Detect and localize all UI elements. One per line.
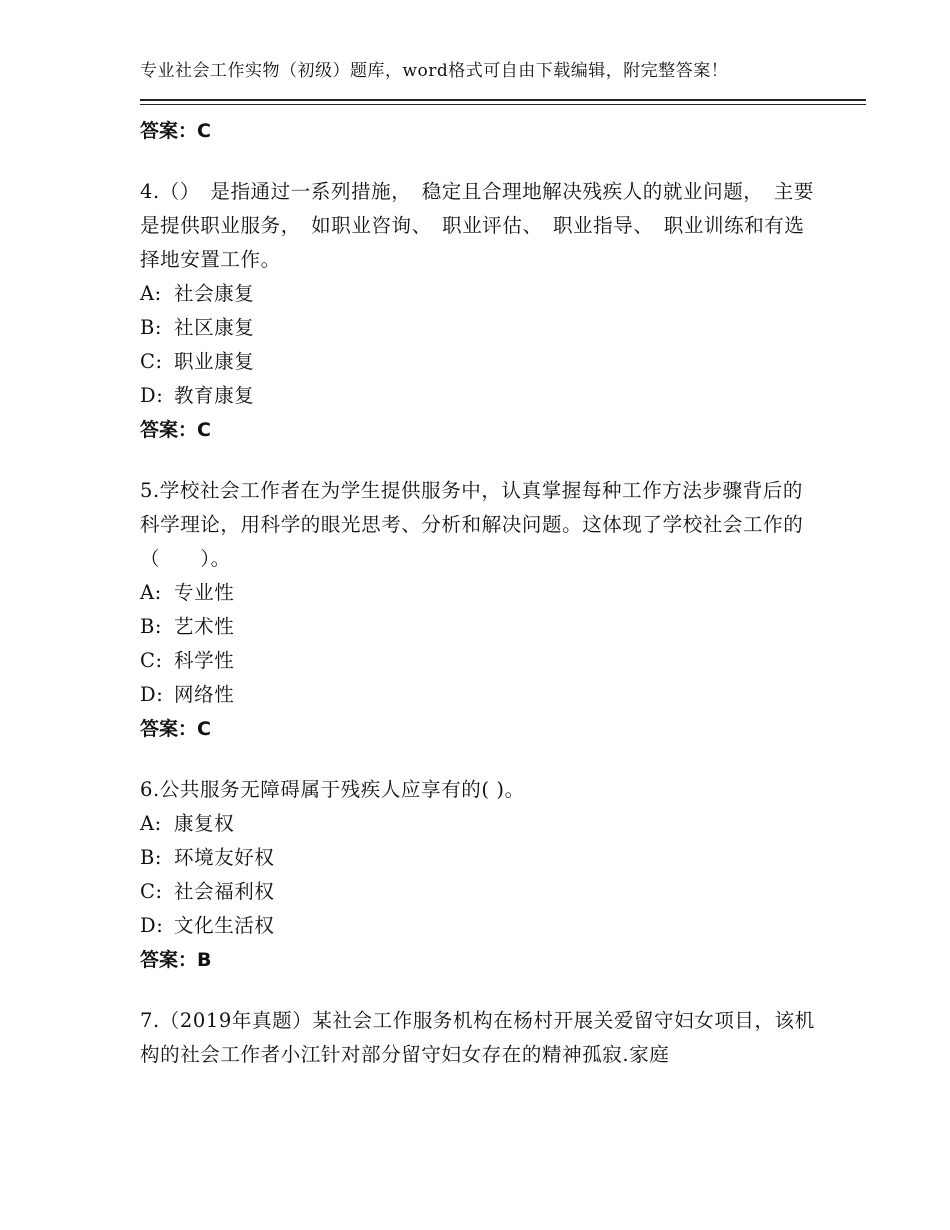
question-content: [140, 114, 820, 1072]
option-text: 专业性: [174, 581, 235, 604]
option-letter: A:: [140, 581, 162, 604]
option-letter: B:: [140, 846, 163, 869]
header-rule-thick: [140, 99, 866, 101]
option-letter: C:: [140, 350, 163, 373]
page-header: 专业社会工作实物（初级）题库，word格式可自由下载编辑，附完整答案！: [140, 61, 729, 81]
option-text: 社会福利权: [174, 880, 275, 903]
option-c: [140, 875, 820, 909]
option-a: [140, 807, 820, 841]
option-b: [140, 841, 820, 875]
option-letter: C:: [140, 649, 163, 672]
option-text: 环境友好权: [174, 846, 275, 869]
answer-previous: 答案：C: [140, 120, 211, 142]
answer-4: 答案：C: [140, 419, 211, 441]
question-stem-7: 7.（2019年真题）某社会工作服务机构在杨村开展关爱留守妇女项目，该机构的社会工作者小江针对部分留守妇女存在的精神孤寂.家庭: [140, 1009, 815, 1066]
option-letter: D:: [140, 683, 164, 706]
question-stem-5: 5.学校社会工作者在为学生提供服务中，认真掌握每种工作方法步骤背后的科学理论，用科学的眼光思考、分析和解决问题。这体现了学校社会工作的（ ）。: [140, 479, 804, 570]
option-text: 职业康复: [174, 350, 255, 373]
answer-6: 答案：B: [140, 949, 212, 971]
option-d: [140, 379, 820, 413]
answer-5: 答案：C: [140, 718, 211, 740]
option-c: [140, 345, 820, 379]
option-letter: A:: [140, 282, 162, 305]
option-b: [140, 610, 820, 644]
option-text: 社会康复: [174, 282, 255, 305]
option-letter: A:: [140, 812, 162, 835]
option-b: [140, 311, 820, 345]
option-text: 社区康复: [174, 316, 255, 339]
question-stem-6: 6.公共服务无障碍属于残疾人应享有的( )。: [140, 778, 525, 801]
option-a: [140, 277, 820, 311]
header-rule-thin: [140, 104, 866, 105]
option-text: 艺术性: [174, 615, 235, 638]
option-c: [140, 644, 820, 678]
option-letter: B:: [140, 316, 163, 339]
option-letter: B:: [140, 615, 163, 638]
option-text: 教育康复: [174, 384, 255, 407]
option-letter: D:: [140, 914, 164, 937]
option-letter: D:: [140, 384, 164, 407]
option-d: [140, 909, 820, 943]
option-a: [140, 576, 820, 610]
question-stem-4: 4.（） 是指通过一系列措施， 稳定且合理地解决残疾人的就业问题， 主要是提供职业服务， 如职业咨询、 职业评估、 职业指导、 职业训练和有选择地安置工作。: [140, 180, 814, 271]
option-text: 网络性: [174, 683, 235, 706]
option-text: 康复权: [174, 812, 235, 835]
option-text: 文化生活权: [174, 914, 275, 937]
option-letter: C:: [140, 880, 163, 903]
option-d: [140, 678, 820, 712]
option-text: 科学性: [174, 649, 235, 672]
